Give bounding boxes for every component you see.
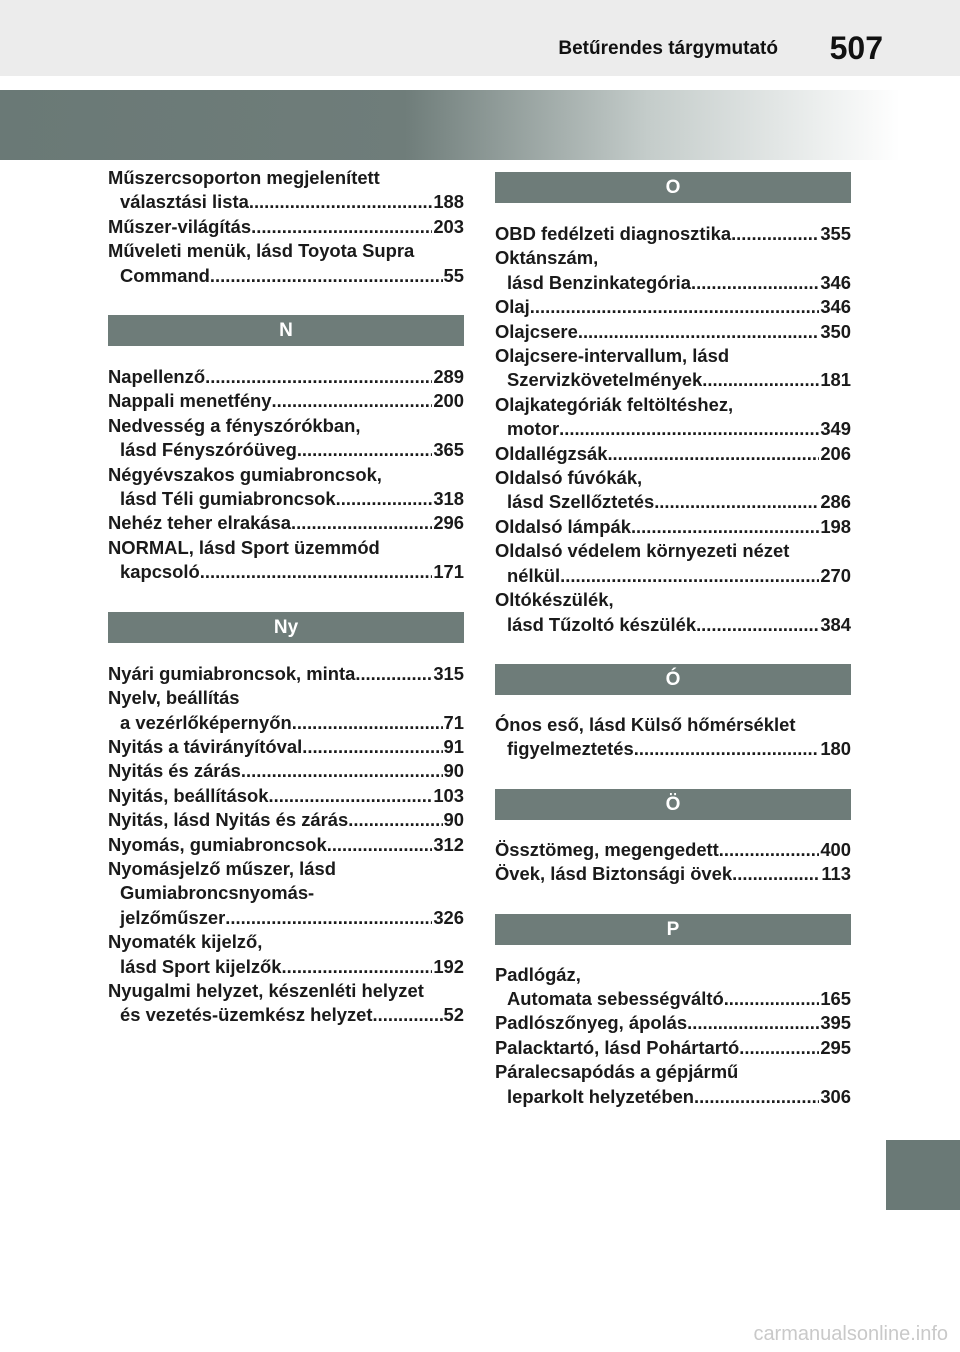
index-entry bbox=[108, 536, 464, 585]
dot-leader bbox=[327, 833, 433, 857]
index-entry bbox=[108, 833, 464, 857]
page-reference: 171 bbox=[433, 561, 464, 583]
page-number: 507 bbox=[829, 30, 883, 66]
page-reference: 180 bbox=[820, 738, 851, 760]
index-entry bbox=[495, 838, 851, 862]
entry-text: nélkül bbox=[507, 564, 561, 586]
dot-leader bbox=[631, 515, 819, 539]
dot-leader bbox=[225, 906, 432, 930]
section-header: Ny bbox=[108, 612, 464, 643]
dot-leader bbox=[268, 784, 432, 808]
entry-line bbox=[495, 1036, 851, 1060]
page-reference: 346 bbox=[820, 296, 851, 318]
index-entry bbox=[108, 511, 464, 535]
index-entry bbox=[108, 662, 464, 686]
index-entry bbox=[108, 735, 464, 759]
header-strip bbox=[0, 0, 960, 76]
entry-text: Nyitás, lásd Nyitás és zárás bbox=[108, 809, 349, 831]
entry-text: jelzőműszer bbox=[120, 906, 226, 928]
entry-line bbox=[495, 987, 851, 1011]
entry-text: Nyomaték kijelző, bbox=[108, 931, 263, 953]
index-entry bbox=[108, 979, 464, 1028]
entry-line bbox=[108, 955, 464, 979]
entry-line bbox=[108, 166, 464, 190]
entry-line bbox=[108, 881, 464, 905]
entry-line bbox=[495, 271, 851, 295]
dot-leader bbox=[210, 264, 443, 288]
index-entry bbox=[108, 239, 464, 288]
entry-line bbox=[108, 979, 464, 1003]
entry-text: Oltókészülék, bbox=[495, 589, 614, 611]
page-reference: 318 bbox=[433, 488, 464, 510]
index-entry bbox=[108, 784, 464, 808]
entry-line bbox=[108, 857, 464, 881]
entry-text: lásd Téli gumiabroncsok bbox=[120, 488, 336, 510]
entry-text: lásd Benzinkategória bbox=[507, 271, 691, 293]
chapter-tab bbox=[886, 1140, 960, 1210]
dot-leader bbox=[560, 564, 819, 588]
entry-line bbox=[495, 344, 851, 368]
entry-line bbox=[108, 759, 464, 783]
page-reference: 306 bbox=[820, 1085, 851, 1107]
entry-text: Nyári gumiabroncsok, minta bbox=[108, 662, 356, 684]
index-entry bbox=[495, 963, 851, 1012]
entry-text: figyelmeztetés bbox=[507, 738, 634, 760]
index-entry bbox=[495, 862, 851, 886]
index-entry bbox=[495, 246, 851, 295]
entry-text: Műveleti menük, lásd Toyota Supra bbox=[108, 240, 415, 262]
entry-text: Szervizkövetelmények bbox=[507, 369, 703, 391]
index-column-left bbox=[108, 166, 464, 1028]
dot-leader bbox=[687, 1011, 819, 1035]
entry-line bbox=[495, 368, 851, 392]
dot-leader bbox=[724, 987, 820, 1011]
index-entry bbox=[108, 808, 464, 832]
index-entry bbox=[495, 466, 851, 515]
entry-line bbox=[495, 393, 851, 417]
entry-text: Nehéz teher elrakása bbox=[108, 512, 291, 534]
page-reference: 103 bbox=[433, 784, 464, 806]
index-entry bbox=[495, 442, 851, 466]
entry-text: Olajcsere bbox=[495, 320, 578, 342]
dot-leader bbox=[607, 442, 819, 466]
index-entry bbox=[495, 393, 851, 442]
entry-line bbox=[108, 239, 464, 263]
dot-leader bbox=[732, 862, 820, 886]
page-reference: 55 bbox=[443, 264, 464, 286]
entry-text: Oldalsó lámpák bbox=[495, 515, 631, 537]
index-entry bbox=[108, 463, 464, 512]
dot-leader bbox=[578, 320, 819, 344]
entry-text: Műszercsoporton megjelenített bbox=[108, 167, 380, 188]
entry-text: Négyévszakos gumiabroncsok, bbox=[108, 463, 382, 485]
entry-line bbox=[108, 784, 464, 808]
index-entry bbox=[108, 759, 464, 783]
entry-text: Övek, lásd Biztonsági övek bbox=[495, 863, 733, 885]
dot-leader bbox=[336, 487, 433, 511]
dot-leader bbox=[691, 271, 819, 295]
entry-line bbox=[495, 466, 851, 490]
entry-text: leparkolt helyzetében bbox=[507, 1085, 695, 1107]
entry-text: Nyelv, beállítás bbox=[108, 687, 240, 709]
entry-line bbox=[495, 417, 851, 441]
entry-line bbox=[495, 515, 851, 539]
entry-text: és vezetés-üzemkész helyzet bbox=[120, 1004, 373, 1026]
entry-line bbox=[495, 490, 851, 514]
entry-line bbox=[108, 536, 464, 560]
entry-text: Nyugalmi helyzet, készenléti helyzet bbox=[108, 979, 424, 1001]
entry-text: Olajcsere-intervallum, lásd bbox=[495, 345, 730, 367]
entry-text: Nyitás, beállítások bbox=[108, 784, 269, 806]
page-reference: 181 bbox=[820, 369, 851, 391]
dot-leader bbox=[634, 737, 820, 761]
entry-line bbox=[108, 1003, 464, 1027]
page-reference: 315 bbox=[433, 662, 464, 684]
entry-line bbox=[495, 222, 851, 246]
page-reference: 165 bbox=[820, 987, 851, 1009]
page-reference: 346 bbox=[820, 271, 851, 293]
page-reference: 296 bbox=[433, 512, 464, 534]
entry-text: Páralecsapódás a gépjármű bbox=[495, 1061, 739, 1083]
entry-line bbox=[495, 246, 851, 270]
page-reference: 188 bbox=[433, 191, 464, 213]
entry-line bbox=[495, 442, 851, 466]
dot-leader bbox=[249, 190, 432, 214]
page-reference: 295 bbox=[820, 1036, 851, 1058]
dot-leader bbox=[291, 511, 432, 535]
page-reference: 312 bbox=[433, 833, 464, 855]
entry-text: OBD fedélzeti diagnosztika bbox=[495, 223, 732, 244]
index-entry bbox=[108, 414, 464, 463]
index-entry bbox=[108, 365, 464, 389]
index-entry bbox=[108, 930, 464, 979]
entry-text: lásd Tűzoltó készülék bbox=[507, 613, 697, 635]
entry-line bbox=[108, 735, 464, 759]
entry-line bbox=[108, 487, 464, 511]
page-reference: 365 bbox=[433, 439, 464, 461]
entry-text: Ónos eső, lásd Külső hőmérséklet bbox=[495, 713, 796, 735]
dot-leader bbox=[348, 808, 442, 832]
index-entry bbox=[108, 389, 464, 413]
index-entry bbox=[495, 1060, 851, 1109]
entry-text: Palacktartó, lásd Pohártartó bbox=[495, 1036, 740, 1058]
page-reference: 200 bbox=[433, 390, 464, 412]
dot-leader bbox=[251, 215, 432, 239]
index-entry bbox=[495, 344, 851, 393]
entry-line bbox=[108, 833, 464, 857]
dot-leader bbox=[719, 838, 820, 862]
dot-leader bbox=[281, 955, 432, 979]
page-reference: 286 bbox=[820, 491, 851, 513]
page-reference: 270 bbox=[820, 564, 851, 586]
entry-text: választási lista bbox=[120, 191, 249, 213]
entry-line bbox=[108, 686, 464, 710]
page-reference: 395 bbox=[820, 1012, 851, 1034]
page-reference: 326 bbox=[433, 906, 464, 928]
index-entry bbox=[495, 539, 851, 588]
index-entry bbox=[495, 222, 851, 246]
entry-text: Össztömeg, megengedett bbox=[495, 838, 719, 860]
dot-leader bbox=[272, 389, 433, 413]
entry-line bbox=[495, 862, 851, 886]
entry-line bbox=[108, 264, 464, 288]
dot-leader bbox=[302, 735, 442, 759]
entry-line bbox=[108, 560, 464, 584]
entry-line bbox=[108, 190, 464, 214]
page-reference: 350 bbox=[820, 320, 851, 342]
dot-leader bbox=[297, 438, 433, 462]
footer-watermark: carmanualsonline.info bbox=[753, 1323, 948, 1345]
entry-text: Command bbox=[120, 264, 210, 286]
page-reference: 113 bbox=[821, 863, 851, 885]
page-reference: 52 bbox=[443, 1004, 464, 1026]
page-reference: 203 bbox=[433, 215, 464, 237]
index-entry bbox=[495, 1011, 851, 1035]
index-entry bbox=[495, 1036, 851, 1060]
entry-text: Nyomásjelző műszer, lásd bbox=[108, 857, 336, 879]
entry-line bbox=[495, 963, 851, 987]
entry-text: Nyitás és zárás bbox=[108, 760, 241, 782]
entry-line bbox=[495, 838, 851, 862]
entry-line bbox=[108, 711, 464, 735]
index-entry bbox=[108, 215, 464, 239]
index-column-right bbox=[495, 172, 851, 1109]
page-reference: 206 bbox=[820, 442, 851, 464]
decorative-band bbox=[0, 90, 900, 160]
entry-text: motor bbox=[507, 418, 560, 440]
entry-text: kapcsoló bbox=[120, 561, 200, 583]
entry-text: Nyomás, gumiabroncsok bbox=[108, 833, 327, 855]
page-reference: 198 bbox=[820, 515, 851, 537]
entry-text: Padlógáz, bbox=[495, 963, 581, 985]
entry-line bbox=[108, 389, 464, 413]
entry-text: Olajkategóriák feltöltéshez, bbox=[495, 393, 734, 415]
section-header: Ö bbox=[495, 789, 851, 820]
entry-text: lásd Szellőztetés bbox=[507, 491, 655, 513]
index-entry bbox=[495, 588, 851, 637]
page-reference: 90 bbox=[443, 809, 464, 831]
entry-line bbox=[495, 564, 851, 588]
entry-line bbox=[108, 438, 464, 462]
entry-text: lásd Sport kijelzők bbox=[120, 955, 282, 977]
dot-leader bbox=[205, 365, 432, 389]
dot-leader bbox=[355, 662, 432, 686]
page-reference: 91 bbox=[443, 735, 464, 757]
entry-line bbox=[495, 737, 851, 761]
page-header-title: Betűrendes tárgymutató bbox=[558, 38, 778, 59]
entry-line bbox=[108, 808, 464, 832]
dot-leader bbox=[241, 759, 443, 783]
dot-leader bbox=[200, 560, 433, 584]
entry-text: Nedvesség a fényszórókban, bbox=[108, 414, 361, 436]
entry-line bbox=[108, 511, 464, 535]
page-reference: 349 bbox=[820, 418, 851, 440]
entry-line bbox=[108, 215, 464, 239]
dot-leader bbox=[739, 1036, 819, 1060]
entry-line bbox=[108, 463, 464, 487]
entry-line bbox=[495, 613, 851, 637]
entry-line bbox=[108, 906, 464, 930]
dot-leader bbox=[530, 295, 820, 319]
section-header: Ó bbox=[495, 664, 851, 695]
entry-line bbox=[495, 713, 851, 737]
entry-text: Napellenző bbox=[108, 366, 206, 388]
index-entry bbox=[108, 857, 464, 930]
entry-line bbox=[108, 662, 464, 686]
entry-line bbox=[108, 414, 464, 438]
dot-leader bbox=[696, 613, 819, 637]
page-reference: 289 bbox=[433, 366, 464, 388]
entry-text: Nyitás a távirányítóval bbox=[108, 735, 303, 757]
page-reference: 355 bbox=[820, 223, 851, 244]
entry-text: Oktánszám, bbox=[495, 247, 599, 269]
entry-text: Automata sebességváltó bbox=[507, 987, 724, 1009]
dot-leader bbox=[702, 368, 819, 392]
index-entry bbox=[108, 166, 464, 215]
page-reference: 192 bbox=[433, 955, 464, 977]
entry-line bbox=[108, 365, 464, 389]
page-reference: 90 bbox=[443, 760, 464, 782]
entry-text: Műszer-világítás bbox=[108, 215, 252, 237]
dot-leader bbox=[373, 1003, 443, 1027]
index-entry bbox=[108, 686, 464, 735]
dot-leader bbox=[292, 711, 443, 735]
page-reference: 384 bbox=[820, 613, 851, 635]
entry-line bbox=[495, 1085, 851, 1109]
page-reference: 71 bbox=[443, 711, 464, 733]
entry-text: Oldalsó védelem környezeti nézet bbox=[495, 540, 790, 562]
entry-text: Gumiabroncsnyomás- bbox=[120, 882, 315, 904]
dot-leader bbox=[731, 222, 819, 246]
entry-text: Padlószőnyeg, ápolás bbox=[495, 1012, 688, 1034]
entry-line bbox=[495, 320, 851, 344]
entry-line bbox=[495, 1060, 851, 1084]
entry-text: Olaj bbox=[495, 296, 530, 318]
entry-line bbox=[108, 930, 464, 954]
section-header: P bbox=[495, 914, 851, 945]
entry-line bbox=[495, 1011, 851, 1035]
index-entry bbox=[495, 295, 851, 319]
entry-text: Oldalsó fúvókák, bbox=[495, 467, 643, 489]
dot-leader bbox=[559, 417, 819, 441]
entry-text: Nappali menetfény bbox=[108, 390, 272, 412]
entry-text: lásd Fényszóróüveg bbox=[120, 439, 297, 461]
index-entry bbox=[495, 320, 851, 344]
dot-leader bbox=[654, 490, 819, 514]
index-entry bbox=[495, 515, 851, 539]
entry-text: NORMAL, lásd Sport üzemmód bbox=[108, 536, 380, 558]
index-entry bbox=[495, 713, 851, 762]
section-header: O bbox=[495, 172, 851, 203]
entry-line bbox=[495, 588, 851, 612]
entry-text: a vezérlőképernyőn bbox=[120, 711, 292, 733]
entry-line bbox=[495, 295, 851, 319]
entry-line bbox=[495, 539, 851, 563]
dot-leader bbox=[694, 1085, 819, 1109]
section-header: N bbox=[108, 315, 464, 346]
page-reference: 400 bbox=[820, 838, 851, 860]
entry-text: Oldallégzsák bbox=[495, 442, 608, 464]
